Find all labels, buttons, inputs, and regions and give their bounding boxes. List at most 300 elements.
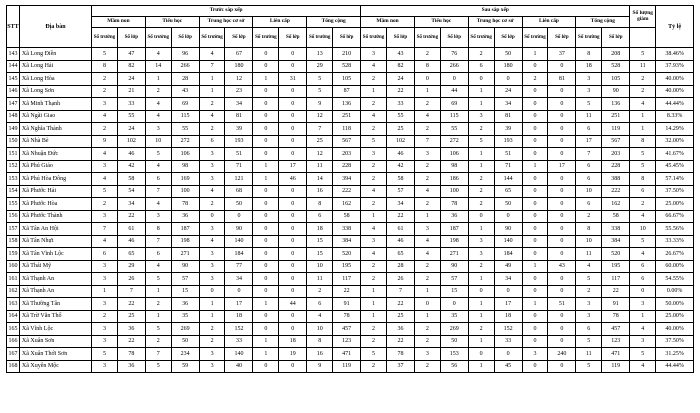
row-cell: 1 <box>361 210 387 223</box>
header-level: Liên cấp <box>522 17 576 28</box>
row-cell: 272 <box>171 135 199 148</box>
row-cell: 2 <box>576 210 602 223</box>
row-cell: 34 <box>117 198 145 211</box>
row-cell: 4 <box>199 48 225 61</box>
row-cell: 3 <box>576 73 602 86</box>
row-stt: 151 <box>7 148 20 161</box>
row-cell: 520 <box>602 248 630 261</box>
row-dia-ban: Xã Phước Thành <box>19 210 91 223</box>
row-cell: 0 <box>548 85 576 98</box>
row-cell: 4 <box>361 223 387 236</box>
row-cell: 269 <box>440 323 468 336</box>
row-cell: 5 <box>576 273 602 286</box>
row-cell: 15 <box>440 285 468 298</box>
row-cell: 40.00% <box>656 323 694 336</box>
table-row <box>7 235 694 248</box>
row-cell: 31 <box>279 73 307 86</box>
row-cell: 7 <box>307 123 333 136</box>
row-cell: 105 <box>602 73 630 86</box>
row-cell: 0 <box>253 223 279 236</box>
row-cell: 1 <box>145 310 171 323</box>
row-cell: 14.29% <box>656 123 694 136</box>
row-cell: 26.67% <box>656 248 694 261</box>
row-cell: 6 <box>199 135 225 148</box>
row-cell: 5 <box>361 348 387 361</box>
row-cell: 1 <box>414 310 440 323</box>
row-cell: 0 <box>253 85 279 98</box>
row-cell: 28 <box>171 73 199 86</box>
row-cell: 2 <box>468 198 494 211</box>
row-cell: 65 <box>494 185 522 198</box>
row-cell: 0 <box>253 360 279 373</box>
row-cell: 3 <box>92 335 118 348</box>
row-cell: 45.45% <box>656 160 694 173</box>
row-cell: 56 <box>440 360 468 373</box>
row-cell: 5 <box>630 48 656 61</box>
row-cell: 7 <box>145 235 171 248</box>
row-cell: 55 <box>440 123 468 136</box>
row-cell: 2 <box>414 323 440 336</box>
row-cell: 21 <box>117 85 145 98</box>
row-cell: 2 <box>361 360 387 373</box>
row-cell: 0 <box>494 348 522 361</box>
row-cell: 46 <box>117 235 145 248</box>
row-cell: 2 <box>361 323 387 336</box>
table-row <box>7 298 694 311</box>
row-cell: 119 <box>602 360 630 373</box>
row-cell: 0 <box>253 123 279 136</box>
row-cell: 1 <box>522 298 548 311</box>
row-cell: 43 <box>171 85 199 98</box>
row-cell: 0 <box>548 185 576 198</box>
header-level: Tổng cộng <box>307 17 361 28</box>
row-cell: 3 <box>576 298 602 311</box>
row-cell: 0 <box>199 285 225 298</box>
row-cell: 49 <box>494 260 522 273</box>
row-cell: 16 <box>307 348 333 361</box>
row-cell: 1 <box>253 160 279 173</box>
row-cell: 2 <box>630 85 656 98</box>
row-cell: 5 <box>630 160 656 173</box>
row-cell: 22 <box>117 335 145 348</box>
row-dia-ban: Xã Ngãi Giao <box>19 110 91 123</box>
row-cell: 6 <box>468 60 494 73</box>
header-so-lop: Số lớp <box>494 28 522 48</box>
header-so-lop: Số lớp <box>117 28 145 48</box>
row-cell: 117 <box>602 273 630 286</box>
row-cell: 153 <box>440 348 468 361</box>
row-cell: 24 <box>386 73 414 86</box>
row-cell: 5 <box>92 48 118 61</box>
row-cell: 1 <box>361 85 387 98</box>
header-ty-le: Tỷ lệ <box>656 6 694 48</box>
row-cell: 46 <box>279 173 307 186</box>
row-cell: 77 <box>225 260 253 273</box>
row-cell: 18 <box>307 223 333 236</box>
table-row <box>7 310 694 323</box>
row-cell: 3 <box>199 160 225 173</box>
row-cell: 0 <box>279 60 307 73</box>
header-so-lop: Số lớp <box>602 28 630 48</box>
row-cell: 2 <box>630 73 656 86</box>
row-cell: 2 <box>630 198 656 211</box>
row-cell: 3 <box>92 360 118 373</box>
row-cell: 6 <box>145 248 171 261</box>
row-cell: 5 <box>307 73 333 86</box>
row-stt: 167 <box>7 348 20 361</box>
row-cell: 33.33% <box>656 235 694 248</box>
row-cell: 51 <box>548 298 576 311</box>
row-cell: 6 <box>145 173 171 186</box>
row-cell: 3 <box>145 210 171 223</box>
row-cell: 4 <box>576 260 602 273</box>
header-level: Tổng cộng <box>576 17 630 28</box>
row-dia-ban: Xã Nhà Bè <box>19 135 91 148</box>
row-cell: 2 <box>414 98 440 111</box>
row-cell: 0 <box>522 285 548 298</box>
row-cell: 180 <box>225 60 253 73</box>
row-cell: 140 <box>225 235 253 248</box>
row-cell: 4 <box>145 48 171 61</box>
row-dia-ban: Xã Phú Hòa Đông <box>19 173 91 186</box>
row-cell: 28 <box>386 260 414 273</box>
row-cell: 22 <box>333 285 361 298</box>
row-cell: 251 <box>333 110 361 123</box>
row-cell: 24 <box>117 73 145 86</box>
table-row <box>7 98 694 111</box>
row-stt: 158 <box>7 235 20 248</box>
header-so-truong: Số trường <box>414 28 440 48</box>
row-cell: 1 <box>253 173 279 186</box>
row-cell: 25.00% <box>656 198 694 211</box>
row-cell: 32.00% <box>656 135 694 148</box>
row-cell: 5 <box>630 148 656 161</box>
row-cell: 4 <box>145 160 171 173</box>
row-cell: 2 <box>414 160 440 173</box>
row-dia-ban: Xã Xuân Sơn <box>19 335 91 348</box>
row-cell: 102 <box>386 135 414 148</box>
row-cell: 0 <box>279 323 307 336</box>
row-cell: 90 <box>440 260 468 273</box>
row-cell: 3 <box>468 235 494 248</box>
row-dia-ban: Xã Xuân Thới Sơn <box>19 348 91 361</box>
row-cell: 100 <box>440 185 468 198</box>
row-cell: 82 <box>386 60 414 73</box>
row-cell: 0 <box>548 285 576 298</box>
row-cell: 0 <box>253 323 279 336</box>
row-cell: 1 <box>361 285 387 298</box>
row-cell: 0 <box>522 223 548 236</box>
row-cell: 5 <box>92 348 118 361</box>
row-cell: 40.00% <box>656 85 694 98</box>
row-cell: 24 <box>117 123 145 136</box>
row-stt: 150 <box>7 135 20 148</box>
row-cell: 8.33% <box>656 110 694 123</box>
row-cell: 3 <box>92 160 118 173</box>
row-cell: 7 <box>199 60 225 73</box>
row-cell: 1 <box>522 160 548 173</box>
row-stt: 160 <box>7 260 20 273</box>
row-cell: 2 <box>576 285 602 298</box>
row-cell: 51 <box>494 148 522 161</box>
row-cell: 22 <box>386 298 414 311</box>
row-cell: 140 <box>494 235 522 248</box>
row-cell: 6 <box>630 260 656 273</box>
header-so-truong: Số trường <box>307 28 333 48</box>
row-cell: 65 <box>117 248 145 261</box>
row-cell: 0 <box>548 323 576 336</box>
header-level: Liên cấp <box>253 17 307 28</box>
row-cell: 394 <box>333 173 361 186</box>
row-cell: 81 <box>548 73 576 86</box>
row-cell: 8 <box>145 223 171 236</box>
row-dia-ban: Xã Thạnh An <box>19 273 91 286</box>
row-cell: 0 <box>522 148 548 161</box>
row-cell: 0 <box>279 185 307 198</box>
row-cell: 47 <box>117 48 145 61</box>
header-so-lop: Số lớp <box>440 28 468 48</box>
row-cell: 2 <box>92 73 118 86</box>
row-cell: 0 <box>522 198 548 211</box>
row-cell: 0 <box>548 360 576 373</box>
row-cell: 528 <box>333 60 361 73</box>
row-cell: 5 <box>468 135 494 148</box>
row-cell: 0 <box>522 323 548 336</box>
row-cell: 0 <box>279 98 307 111</box>
row-cell: 17 <box>576 135 602 148</box>
row-cell: 54 <box>117 185 145 198</box>
row-cell: 13 <box>307 48 333 61</box>
row-cell: 10 <box>576 185 602 198</box>
row-cell: 198 <box>171 235 199 248</box>
row-cell: 0 <box>279 123 307 136</box>
row-cell: 115 <box>171 110 199 123</box>
row-cell: 1 <box>468 160 494 173</box>
row-cell: 34 <box>494 98 522 111</box>
row-cell: 0 <box>279 198 307 211</box>
row-cell: 3 <box>199 173 225 186</box>
row-cell: 203 <box>602 148 630 161</box>
row-cell: 2 <box>468 123 494 136</box>
row-cell: 567 <box>602 135 630 148</box>
row-cell: 2 <box>414 173 440 186</box>
row-cell: 46 <box>386 235 414 248</box>
row-cell: 0 <box>494 73 522 86</box>
row-cell: 5 <box>145 148 171 161</box>
row-cell: 44.44% <box>656 360 694 373</box>
row-cell: 14 <box>307 173 333 186</box>
table-row <box>7 335 694 348</box>
row-cell: 269 <box>171 323 199 336</box>
row-cell: 338 <box>602 223 630 236</box>
row-stt: 165 <box>7 323 20 336</box>
row-cell: 35 <box>171 310 199 323</box>
row-cell: 106 <box>440 148 468 161</box>
row-cell: 68 <box>225 185 253 198</box>
row-cell: 78 <box>386 348 414 361</box>
row-cell: 1 <box>468 148 494 161</box>
row-cell: 1 <box>92 285 118 298</box>
row-cell: 18 <box>279 335 307 348</box>
row-cell: 0 <box>225 285 253 298</box>
row-cell: 46 <box>117 148 145 161</box>
row-cell: 0 <box>548 98 576 111</box>
row-cell: 119 <box>333 360 361 373</box>
row-cell: 1 <box>199 73 225 86</box>
row-cell: 36 <box>117 323 145 336</box>
row-cell: 90 <box>494 223 522 236</box>
row-stt: 162 <box>7 285 20 298</box>
row-cell: 2 <box>361 73 387 86</box>
row-cell: 67 <box>225 48 253 61</box>
row-dia-ban: Xã Tân Nhựt <box>19 235 91 248</box>
row-cell: 271 <box>440 248 468 261</box>
row-cell: 1 <box>253 298 279 311</box>
row-cell: 7 <box>145 185 171 198</box>
row-cell: 10 <box>145 135 171 148</box>
row-cell: 0 <box>279 148 307 161</box>
row-cell: 1 <box>199 298 225 311</box>
row-cell: 8 <box>576 223 602 236</box>
row-cell: 8 <box>307 198 333 211</box>
row-cell: 87 <box>333 85 361 98</box>
row-cell: 1 <box>414 285 440 298</box>
row-cell: 162 <box>602 198 630 211</box>
row-cell: 36 <box>386 323 414 336</box>
row-cell: 57 <box>171 273 199 286</box>
row-stt: 148 <box>7 110 20 123</box>
row-cell: 2 <box>92 310 118 323</box>
row-cell: 0 <box>522 310 548 323</box>
row-dia-ban: Xã Long Hòa <box>19 73 91 86</box>
row-cell: 1 <box>468 298 494 311</box>
table-row <box>7 273 694 286</box>
header-so-lop: Số lớp <box>171 28 199 48</box>
header-sau-sap-xep: Sau sắp xếp <box>361 6 630 17</box>
row-cell: 1 <box>468 223 494 236</box>
row-cell: 1 <box>630 110 656 123</box>
row-cell: 4 <box>92 235 118 248</box>
row-cell: 7 <box>386 285 414 298</box>
table-row <box>7 60 694 73</box>
row-cell: 0 <box>279 310 307 323</box>
row-cell: 203 <box>333 148 361 161</box>
row-cell: 55.56% <box>656 223 694 236</box>
row-cell: 36 <box>440 210 468 223</box>
header-stt: STT <box>7 6 20 48</box>
row-cell: 57 <box>386 185 414 198</box>
row-cell: 4 <box>145 198 171 211</box>
row-cell: 3 <box>630 298 656 311</box>
row-cell: 0 <box>279 248 307 261</box>
row-cell: 198 <box>440 235 468 248</box>
row-cell: 520 <box>333 248 361 261</box>
row-cell: 0 <box>414 298 440 311</box>
row-cell: 18 <box>225 310 253 323</box>
row-cell: 26 <box>386 273 414 286</box>
row-stt: 145 <box>7 73 20 86</box>
row-cell: 66.67% <box>656 210 694 223</box>
row-cell: 4 <box>92 173 118 186</box>
row-stt: 143 <box>7 48 20 61</box>
header-level: Trung học cơ sở <box>199 17 253 28</box>
row-stt: 166 <box>7 335 20 348</box>
row-cell: 0 <box>522 210 548 223</box>
row-stt: 164 <box>7 310 20 323</box>
row-cell: 0 <box>279 285 307 298</box>
row-cell: 22 <box>117 210 145 223</box>
row-cell: 43 <box>548 260 576 273</box>
row-cell: 11 <box>576 110 602 123</box>
row-cell: 152 <box>225 323 253 336</box>
row-cell: 4 <box>414 110 440 123</box>
row-cell: 78 <box>333 310 361 323</box>
row-cell: 2 <box>361 260 387 273</box>
row-cell: 4 <box>414 235 440 248</box>
row-dia-ban: Xã Nghĩa Thành <box>19 123 91 136</box>
row-cell: 0 <box>414 73 440 86</box>
header-dia-ban: Địa bàn <box>19 6 91 48</box>
row-cell: 6 <box>576 323 602 336</box>
row-cell: 12 <box>225 73 253 86</box>
row-cell: 2 <box>414 123 440 136</box>
row-cell: 10 <box>307 323 333 336</box>
row-cell: 0 <box>253 60 279 73</box>
row-cell: 4 <box>92 148 118 161</box>
row-cell: 15 <box>307 248 333 261</box>
row-cell: 11 <box>307 273 333 286</box>
row-cell: 43 <box>386 48 414 61</box>
row-cell: 3 <box>576 85 602 98</box>
row-cell: 2 <box>468 323 494 336</box>
row-cell: 338 <box>333 223 361 236</box>
row-cell: 0 <box>522 248 548 261</box>
row-cell: 78 <box>602 310 630 323</box>
row-cell: 31.25% <box>656 348 694 361</box>
row-cell: 42 <box>117 160 145 173</box>
row-cell: 50 <box>225 198 253 211</box>
row-cell: 0 <box>279 210 307 223</box>
row-cell: 4 <box>361 248 387 261</box>
row-cell: 195 <box>602 260 630 273</box>
table-row <box>7 248 694 261</box>
row-cell: 2 <box>414 260 440 273</box>
row-cell: 271 <box>171 248 199 261</box>
row-cell: 91 <box>333 298 361 311</box>
row-cell: 388 <box>602 173 630 186</box>
row-stt: 146 <box>7 85 20 98</box>
table-row <box>7 285 694 298</box>
row-cell: 4 <box>199 185 225 198</box>
row-cell: 4 <box>307 310 333 323</box>
row-cell: 0 <box>253 48 279 61</box>
row-cell: 1 <box>361 310 387 323</box>
row-cell: 5 <box>630 235 656 248</box>
row-cell: 44 <box>440 85 468 98</box>
row-cell: 90 <box>171 260 199 273</box>
row-cell: 0 <box>522 60 548 73</box>
row-cell: 0 <box>253 248 279 261</box>
row-cell: 9 <box>307 360 333 373</box>
row-cell: 0 <box>279 235 307 248</box>
row-cell: 1 <box>253 348 279 361</box>
row-cell: 3 <box>468 110 494 123</box>
row-cell: 1 <box>414 210 440 223</box>
table-row <box>7 123 694 136</box>
row-cell: 12 <box>307 148 333 161</box>
row-cell: 2 <box>92 198 118 211</box>
header-so-truong: Số trường <box>361 28 387 48</box>
